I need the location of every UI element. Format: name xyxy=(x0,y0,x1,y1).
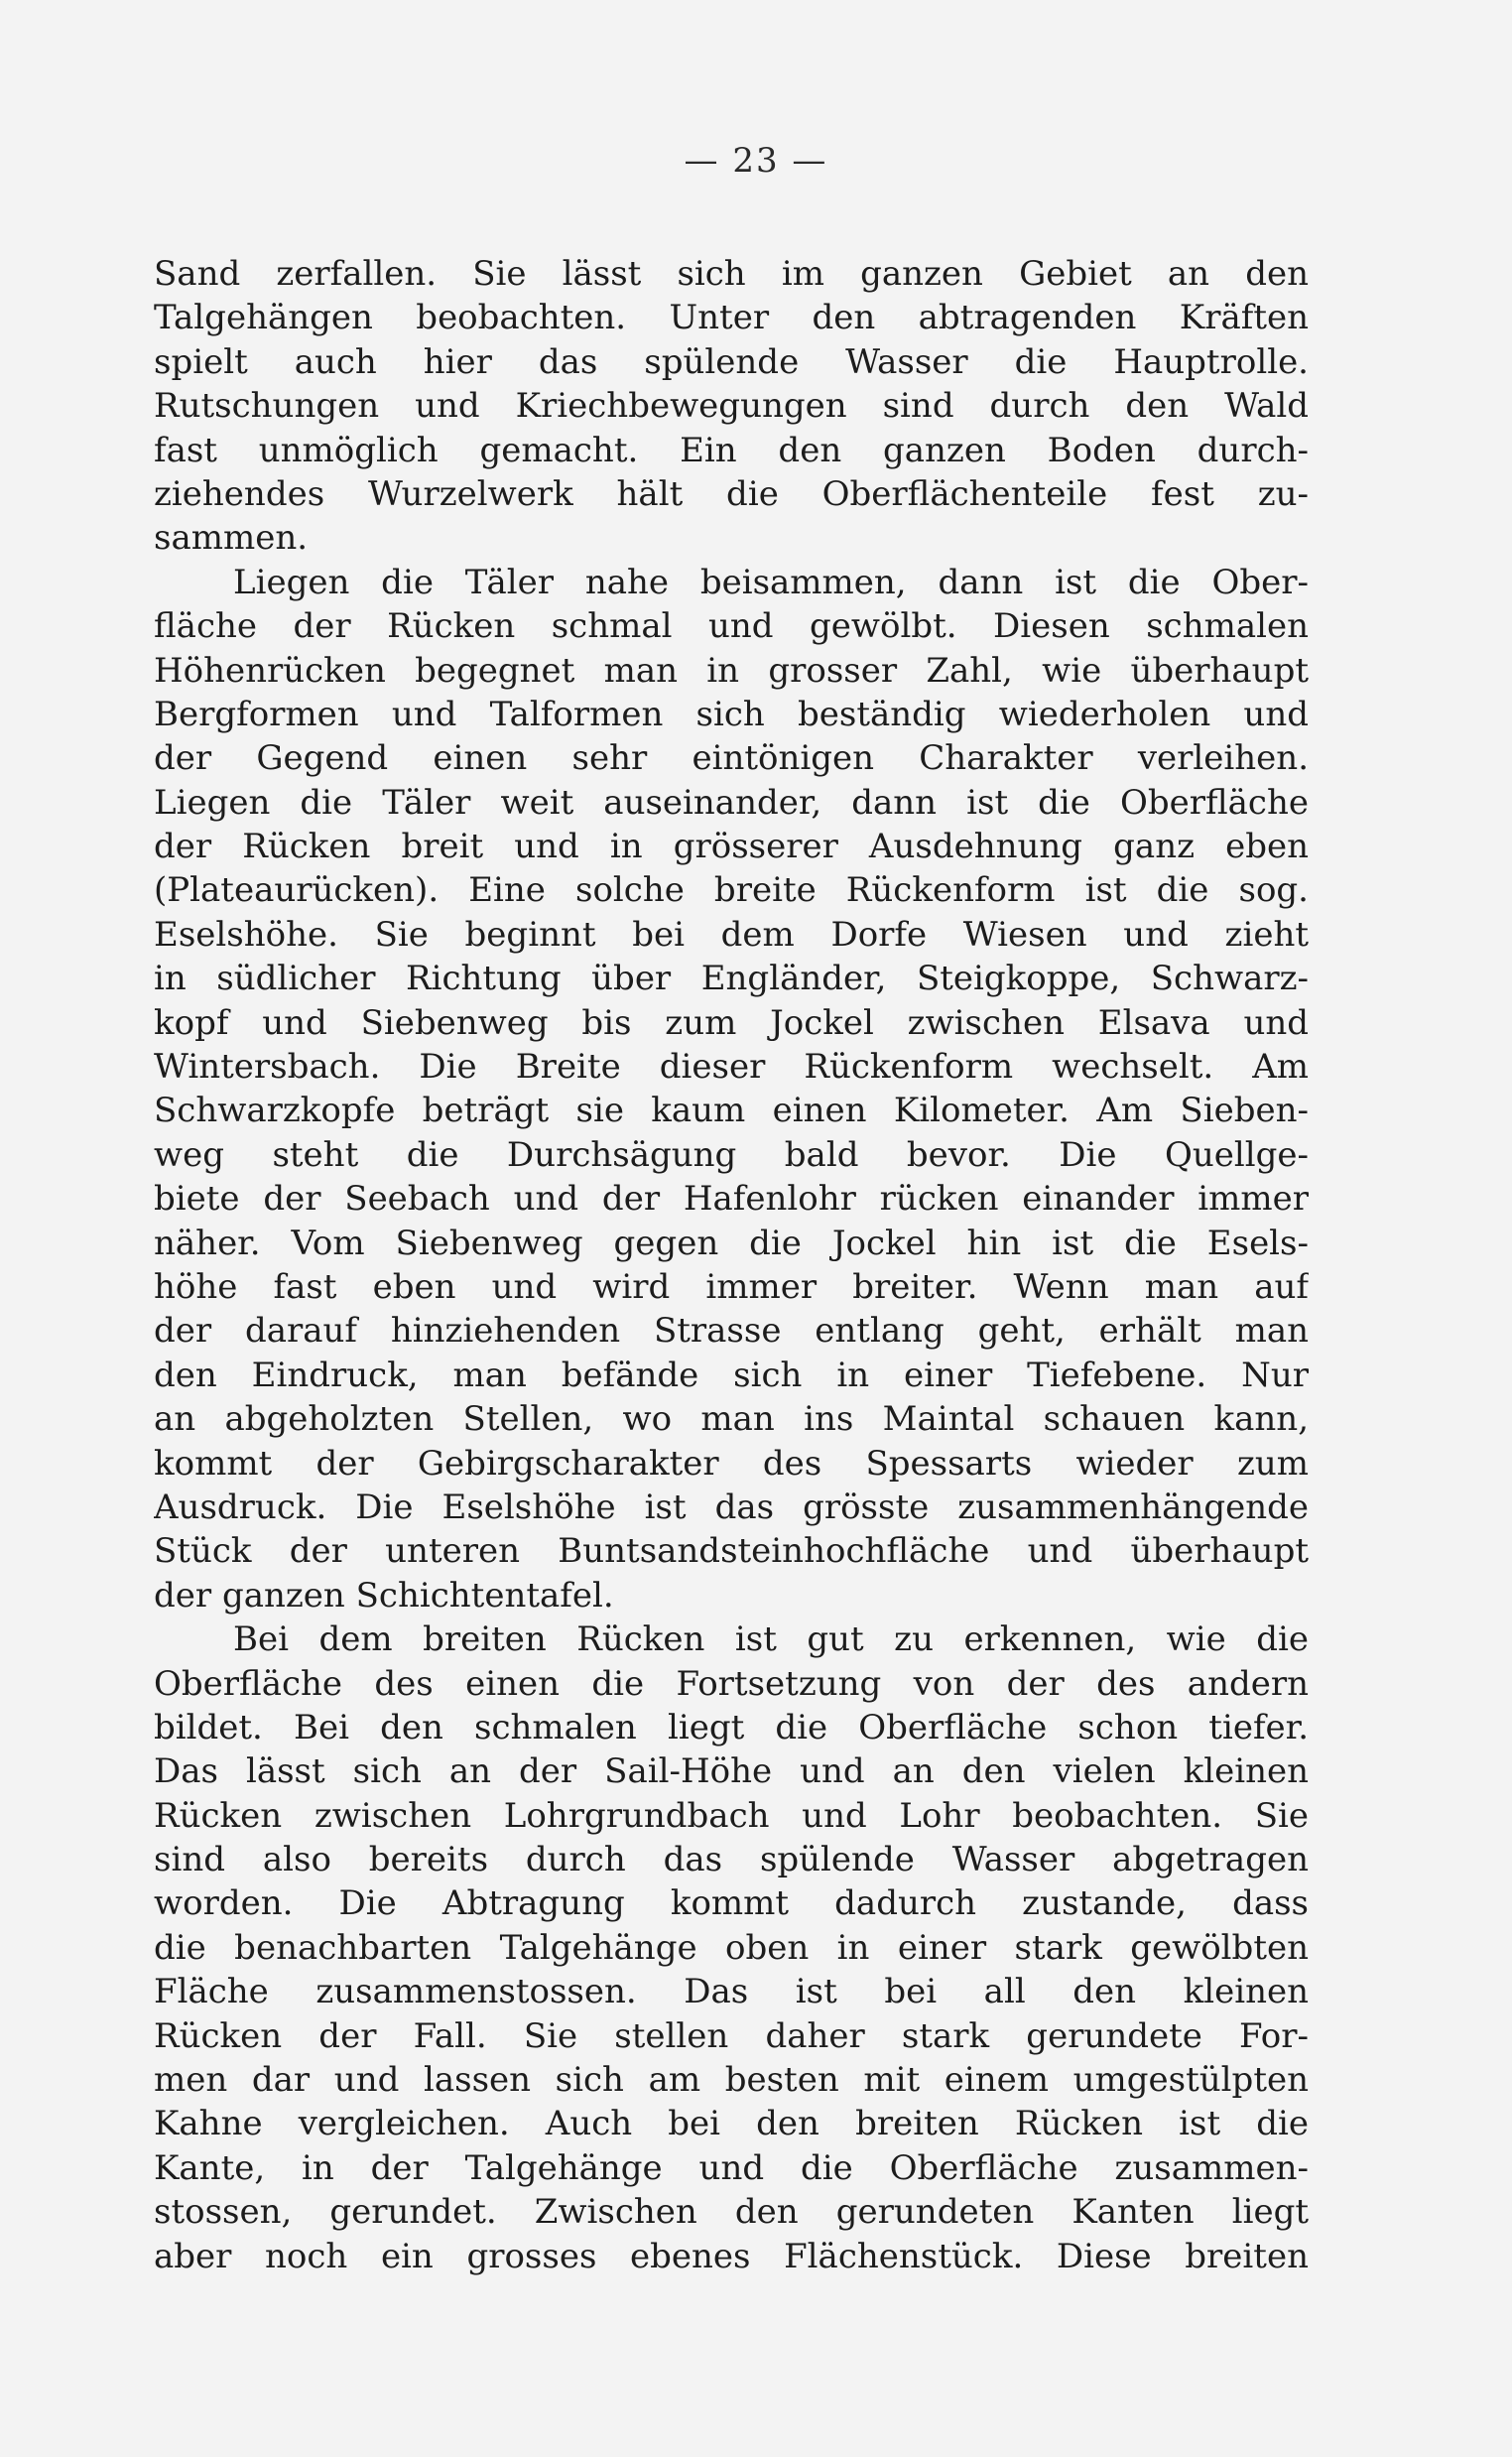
text-line: fast unmöglich gemacht. Ein den ganzen Boden durch- xyxy=(154,430,1309,470)
text-line: an abgeholzten Stellen, wo man ins Maintal schauen kann, xyxy=(154,1399,1309,1440)
text-line: Bei dem breiten Rücken ist gut zu erkennen, wie die xyxy=(233,1619,1309,1660)
text-line: Talgehängen beobachten. Unter den abtragenden Kräften xyxy=(154,298,1309,338)
text-line: sind also bereits durch das spülende Wasser abgetragen xyxy=(154,1840,1309,1880)
text-line: der darauf hinziehenden Strasse entlang geht, erhält man xyxy=(154,1311,1309,1352)
text-line: den Eindruck, man befände sich in einer Tiefebene. Nur xyxy=(154,1355,1309,1395)
text-line: die benachbarten Talgehänge oben in einer stark gewölbten xyxy=(154,1927,1309,1968)
text-line: der Rücken breit und in grösserer Ausdehnung ganz eben xyxy=(154,827,1309,867)
text-line: biete der Seebach und der Hafenlohr rücken einander immer xyxy=(154,1179,1309,1220)
text-line: Oberfläche des einen die Fortsetzung von der des andern xyxy=(154,1663,1309,1704)
text-line: spielt auch hier das spülende Wasser die Hauptrolle. xyxy=(154,341,1309,382)
text-line: Sand zerfallen. Sie lässt sich im ganzen Gebiet an den xyxy=(154,254,1309,294)
text-line: ziehendes Wurzelwerk hält die Oberflächenteile fest zu- xyxy=(154,473,1309,514)
text-line: bildet. Bei den schmalen liegt die Oberfläche schon tiefer. xyxy=(154,1707,1309,1747)
text-line: kommt der Gebirgscharakter des Spessarts wieder zum xyxy=(154,1443,1309,1484)
text-line: Wintersbach. Die Breite dieser Rückenform wechselt. Am xyxy=(154,1047,1309,1088)
paragraph-end-line: sammen. xyxy=(154,518,309,559)
text-line: Schwarzkopfe beträgt sie kaum einen Kilometer. Am Sieben- xyxy=(154,1091,1309,1131)
text-line: stossen, gerundet. Zwischen den gerundeten Kanten liegt xyxy=(154,2192,1309,2233)
text-line: Eselshöhe. Sie beginnt bei dem Dorfe Wiesen und zieht xyxy=(154,914,1309,955)
text-line: weg steht die Durchsägung bald bevor. Die Quellge- xyxy=(154,1134,1309,1175)
page-number: — 23 — xyxy=(684,141,828,181)
text-line: worden. Die Abtragung kommt dadurch zustande, dass xyxy=(154,1883,1309,1924)
text-line: in südlicher Richtung über Engländer, Steigkoppe, Schwarz- xyxy=(154,959,1309,999)
text-line: Fläche zusammenstossen. Das ist bei all den kleinen xyxy=(154,1972,1309,2012)
text-line: Höhenrücken begegnet man in grosser Zahl, wie überhaupt xyxy=(154,650,1309,691)
text-line: der Gegend einen sehr eintönigen Charakter verleihen. xyxy=(154,738,1309,779)
text-line: Rutschungen und Kriechbewegungen sind durch den Wald xyxy=(154,386,1309,427)
text-line: aber noch ein grosses ebenes Flächenstück. Diese breiten xyxy=(154,2236,1309,2276)
text-line: men dar und lassen sich am besten mit einem umgestülpten xyxy=(154,2060,1309,2101)
text-line: fläche der Rücken schmal und gewölbt. Diesen schmalen xyxy=(154,606,1309,647)
text-line: Kante, in der Talgehänge und die Oberfläche zusammen- xyxy=(154,2147,1309,2188)
text-line: Bergformen und Talformen sich beständig wiederholen und xyxy=(154,694,1309,734)
text-line: höhe fast eben und wird immer breiter. Wenn man auf xyxy=(154,1266,1309,1307)
paragraph-end-line: der ganzen Schichtentafel. xyxy=(154,1575,614,1616)
text-line: näher. Vom Siebenweg gegen die Jockel hin ist die Esels- xyxy=(154,1223,1309,1263)
text-line: Liegen die Täler nahe beisammen, dann ist die Ober- xyxy=(233,562,1309,602)
text-line: Ausdruck. Die Eselshöhe ist das grösste zusammenhängende xyxy=(154,1487,1309,1527)
body-text xyxy=(154,252,1309,2278)
text-line: Stück der unteren Buntsandsteinhochfläche und überhaupt xyxy=(154,1531,1309,1572)
text-line: (Plateaurücken). Eine solche breite Rückenform ist die sog. xyxy=(154,870,1309,911)
text-line: Rücken zwischen Lohrgrundbach und Lohr beobachten. Sie xyxy=(154,1795,1309,1836)
text-line: Kahne vergleichen. Auch bei den breiten Rücken ist die xyxy=(154,2104,1309,2144)
text-line: kopf und Siebenweg bis zum Jockel zwischen Elsava und xyxy=(154,1002,1309,1043)
text-line: Liegen die Täler weit auseinander, dann ist die Oberfläche xyxy=(154,782,1309,823)
text-line: Das lässt sich an der Sail-Höhe und an den vielen kleinen xyxy=(154,1751,1309,1792)
text-line: Rücken der Fall. Sie stellen daher stark gerundete For- xyxy=(154,2015,1309,2056)
